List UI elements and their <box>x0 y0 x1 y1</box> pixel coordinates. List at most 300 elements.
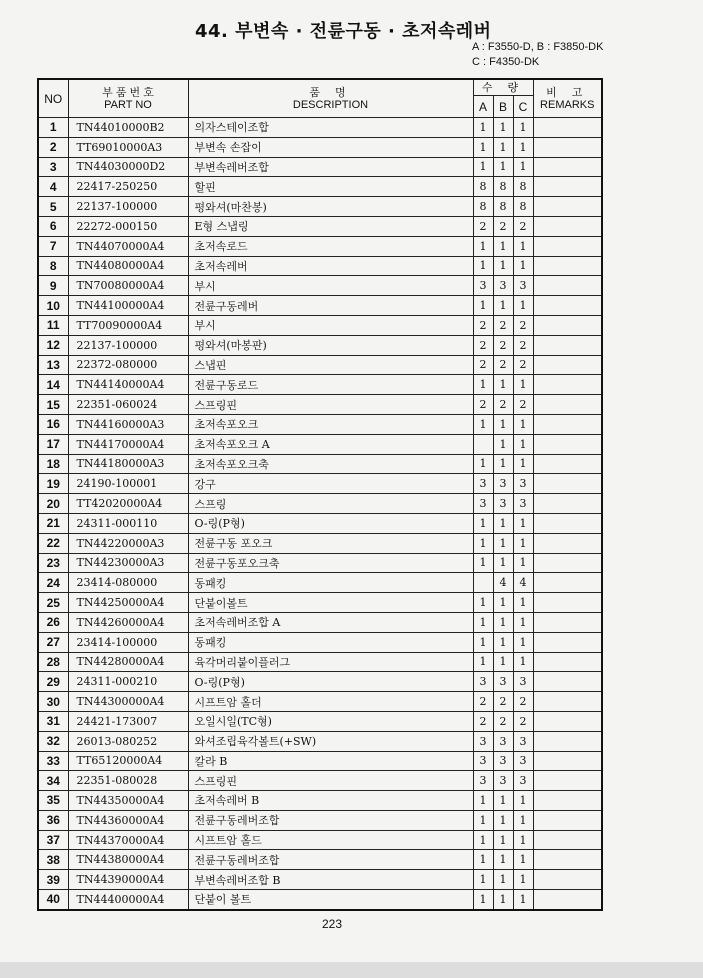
row-part-no: 22351-080028 <box>68 771 188 791</box>
row-part-no: TN44230000A3 <box>68 553 188 573</box>
row-no: 20 <box>38 494 68 514</box>
table-row <box>38 335 602 355</box>
row-qty-b: 1 <box>493 553 513 573</box>
row-part-no: 22272-000150 <box>68 216 188 236</box>
row-part-no: TN44280000A4 <box>68 652 188 672</box>
row-qty-c: 1 <box>513 870 533 890</box>
row-qty-b: 2 <box>493 216 513 236</box>
row-remarks <box>533 791 602 811</box>
table-row <box>38 177 602 197</box>
row-qty-a: 8 <box>473 197 493 217</box>
row-remarks <box>533 296 602 316</box>
row-qty-a: 2 <box>473 216 493 236</box>
row-qty-b: 3 <box>493 672 513 692</box>
row-qty-a: 3 <box>473 474 493 494</box>
table-row <box>38 593 602 613</box>
row-qty-a: 1 <box>473 414 493 434</box>
table-row <box>38 692 602 712</box>
row-remarks <box>533 236 602 256</box>
row-no: 31 <box>38 711 68 731</box>
row-qty-c: 1 <box>513 810 533 830</box>
row-qty-a: 1 <box>473 513 493 533</box>
row-qty-b: 1 <box>493 513 513 533</box>
row-qty-b: 2 <box>493 692 513 712</box>
row-no: 10 <box>38 296 68 316</box>
table-row <box>38 533 602 553</box>
table-row <box>38 632 602 652</box>
table-row <box>38 197 602 217</box>
row-part-no: TN44080000A4 <box>68 256 188 276</box>
row-qty-a: 1 <box>473 870 493 890</box>
row-qty-c: 1 <box>513 612 533 632</box>
row-part-no: TN44300000A4 <box>68 692 188 712</box>
row-qty-c: 3 <box>513 494 533 514</box>
row-remarks <box>533 751 602 771</box>
row-qty-a: 2 <box>473 335 493 355</box>
row-remarks <box>533 474 602 494</box>
row-qty-a: 1 <box>473 830 493 850</box>
row-remarks <box>533 513 602 533</box>
row-qty-b: 1 <box>493 593 513 613</box>
row-qty-a: 2 <box>473 711 493 731</box>
row-description: 초저속로드 <box>188 236 473 256</box>
row-qty-b: 1 <box>493 414 513 434</box>
row-remarks <box>533 276 602 296</box>
row-qty-a: 3 <box>473 731 493 751</box>
row-qty-a: 1 <box>473 890 493 910</box>
row-qty-b: 3 <box>493 751 513 771</box>
row-qty-a: 1 <box>473 375 493 395</box>
row-no: 39 <box>38 870 68 890</box>
row-qty-b: 1 <box>493 612 513 632</box>
table-row <box>38 236 602 256</box>
row-description: 부변속 손잡이 <box>188 137 473 157</box>
row-description: 전륜구동로드 <box>188 375 473 395</box>
row-qty-c: 2 <box>513 335 533 355</box>
row-qty-c: 1 <box>513 414 533 434</box>
row-qty-c: 1 <box>513 830 533 850</box>
table-row <box>38 414 602 434</box>
row-description: 초저속포오크축 <box>188 454 473 474</box>
row-part-no: TN44140000A4 <box>68 375 188 395</box>
row-no: 2 <box>38 137 68 157</box>
header-qty-c: C <box>513 96 533 118</box>
row-part-no: TN44250000A4 <box>68 593 188 613</box>
row-qty-b: 1 <box>493 890 513 910</box>
row-qty-c: 2 <box>513 711 533 731</box>
row-part-no: TT69010000A3 <box>68 137 188 157</box>
header-remarks-en: REMARKS <box>540 98 595 111</box>
row-part-no: 22351-060024 <box>68 395 188 415</box>
row-qty-b: 1 <box>493 375 513 395</box>
row-qty-b: 1 <box>493 870 513 890</box>
row-no: 7 <box>38 236 68 256</box>
row-description: 동패킹 <box>188 573 473 593</box>
row-no: 29 <box>38 672 68 692</box>
row-qty-b: 3 <box>493 771 513 791</box>
row-description: 전륜구동포오크축 <box>188 553 473 573</box>
row-part-no: TN44400000A4 <box>68 890 188 910</box>
row-remarks <box>533 256 602 276</box>
row-description: 초저속레버조합 A <box>188 612 473 632</box>
row-qty-c: 4 <box>513 573 533 593</box>
row-description: 부변속레버조합 B <box>188 870 473 890</box>
row-description: 스프링핀 <box>188 771 473 791</box>
row-no: 18 <box>38 454 68 474</box>
row-part-no: 22137-100000 <box>68 335 188 355</box>
table-row <box>38 513 602 533</box>
row-qty-c: 2 <box>513 216 533 236</box>
row-part-no: 26013-080252 <box>68 731 188 751</box>
header-remarks <box>533 79 602 118</box>
table-row <box>38 731 602 751</box>
row-qty-b: 2 <box>493 315 513 335</box>
row-remarks <box>533 652 602 672</box>
row-description: 육각머리붙이플러그 <box>188 652 473 672</box>
row-qty-b: 1 <box>493 632 513 652</box>
row-qty-b: 1 <box>493 137 513 157</box>
header-qty-b: B <box>493 96 513 118</box>
row-qty-b: 3 <box>493 494 513 514</box>
table-row <box>38 375 602 395</box>
row-qty-c: 1 <box>513 533 533 553</box>
row-qty-a: 1 <box>473 593 493 613</box>
header-quantity: 수 량 <box>473 79 533 96</box>
row-qty-c: 8 <box>513 197 533 217</box>
table-row <box>38 830 602 850</box>
row-qty-c: 2 <box>513 315 533 335</box>
row-part-no: TN44070000A4 <box>68 236 188 256</box>
row-part-no: 22137-100000 <box>68 197 188 217</box>
row-no: 25 <box>38 593 68 613</box>
row-description: 전륜구동 포오크 <box>188 533 473 553</box>
row-qty-b: 1 <box>493 296 513 316</box>
header-part-no-en: PART NO <box>104 98 152 111</box>
row-qty-c: 1 <box>513 118 533 138</box>
row-no: 21 <box>38 513 68 533</box>
row-no: 32 <box>38 731 68 751</box>
row-qty-a: 2 <box>473 395 493 415</box>
table-row <box>38 870 602 890</box>
table-row <box>38 355 602 375</box>
row-part-no: TN44370000A4 <box>68 830 188 850</box>
table-row <box>38 157 602 177</box>
row-qty-b: 8 <box>493 197 513 217</box>
row-description: 평와셔(마봉판) <box>188 335 473 355</box>
row-remarks <box>533 118 602 138</box>
row-no: 17 <box>38 434 68 454</box>
row-part-no: 24190-100001 <box>68 474 188 494</box>
row-no: 15 <box>38 395 68 415</box>
row-qty-c: 2 <box>513 355 533 375</box>
model-legend-line-1: A : F3550-D, B : F3850-DK <box>472 41 604 53</box>
row-qty-b: 1 <box>493 791 513 811</box>
row-part-no: TN44390000A4 <box>68 870 188 890</box>
row-qty-b: 1 <box>493 256 513 276</box>
row-no: 33 <box>38 751 68 771</box>
table-row <box>38 890 602 910</box>
row-qty-a: 1 <box>473 157 493 177</box>
table-row <box>38 434 602 454</box>
row-qty-a: 3 <box>473 494 493 514</box>
row-qty-c: 1 <box>513 236 533 256</box>
row-remarks <box>533 494 602 514</box>
table-row <box>38 652 602 672</box>
row-no: 34 <box>38 771 68 791</box>
row-qty-a: 2 <box>473 692 493 712</box>
header-part-no <box>68 79 188 118</box>
row-no: 5 <box>38 197 68 217</box>
row-qty-b: 1 <box>493 830 513 850</box>
table-row <box>38 751 602 771</box>
row-no: 26 <box>38 612 68 632</box>
page-number: 223 <box>322 917 343 931</box>
row-qty-a: 1 <box>473 256 493 276</box>
row-qty-a: 1 <box>473 612 493 632</box>
table-row <box>38 137 602 157</box>
row-remarks <box>533 771 602 791</box>
row-qty-a: 1 <box>473 296 493 316</box>
row-no: 6 <box>38 216 68 236</box>
row-description: 초저속포오크 A <box>188 434 473 454</box>
row-no: 35 <box>38 791 68 811</box>
table-row <box>38 276 602 296</box>
row-description: O-링(P형) <box>188 513 473 533</box>
row-qty-c: 1 <box>513 375 533 395</box>
row-qty-b: 1 <box>493 850 513 870</box>
row-remarks <box>533 593 602 613</box>
row-qty-a: 1 <box>473 791 493 811</box>
row-remarks <box>533 414 602 434</box>
row-qty-c: 1 <box>513 513 533 533</box>
row-no: 19 <box>38 474 68 494</box>
row-remarks <box>533 177 602 197</box>
row-qty-b: 1 <box>493 434 513 454</box>
table-row <box>38 711 602 731</box>
row-remarks <box>533 830 602 850</box>
row-no: 8 <box>38 256 68 276</box>
row-part-no: TN44030000D2 <box>68 157 188 177</box>
row-qty-a: 3 <box>473 672 493 692</box>
row-qty-a: 1 <box>473 652 493 672</box>
header-part-no-kr: 부 품 번 호 <box>102 86 154 99</box>
row-qty-c: 2 <box>513 692 533 712</box>
row-no: 16 <box>38 414 68 434</box>
row-qty-a: 8 <box>473 177 493 197</box>
table-row <box>38 810 602 830</box>
row-description: 칼라 B <box>188 751 473 771</box>
row-description: 단붙이볼트 <box>188 593 473 613</box>
row-description: 의자스테이조합 <box>188 118 473 138</box>
row-qty-b: 2 <box>493 355 513 375</box>
row-part-no: TT42020000A4 <box>68 494 188 514</box>
table-row <box>38 494 602 514</box>
row-description: 오일시일(TC형) <box>188 711 473 731</box>
row-remarks <box>533 315 602 335</box>
row-qty-b: 1 <box>493 652 513 672</box>
row-no: 1 <box>38 118 68 138</box>
row-qty-b: 3 <box>493 474 513 494</box>
row-part-no: 22417-250250 <box>68 177 188 197</box>
row-qty-b: 3 <box>493 731 513 751</box>
row-description: 전륜구동레버조합 <box>188 850 473 870</box>
row-description: 단붙이 볼트 <box>188 890 473 910</box>
row-part-no: 23414-080000 <box>68 573 188 593</box>
row-remarks <box>533 197 602 217</box>
row-qty-c: 1 <box>513 890 533 910</box>
row-qty-a: 3 <box>473 771 493 791</box>
row-qty-a: 2 <box>473 355 493 375</box>
row-no: 37 <box>38 830 68 850</box>
row-description: E형 스냅링 <box>188 216 473 236</box>
row-qty-b: 2 <box>493 711 513 731</box>
row-remarks <box>533 711 602 731</box>
row-part-no: 24421-173007 <box>68 711 188 731</box>
row-qty-b: 8 <box>493 177 513 197</box>
row-part-no: TT70090000A4 <box>68 315 188 335</box>
row-part-no: 23414-100000 <box>68 632 188 652</box>
row-description: 초저속레버 <box>188 256 473 276</box>
row-no: 24 <box>38 573 68 593</box>
row-qty-b: 3 <box>493 276 513 296</box>
row-remarks <box>533 672 602 692</box>
row-part-no: TN70080000A4 <box>68 276 188 296</box>
table-row <box>38 474 602 494</box>
row-qty-b: 4 <box>493 573 513 593</box>
row-qty-b: 2 <box>493 395 513 415</box>
row-remarks <box>533 375 602 395</box>
row-qty-a: 1 <box>473 553 493 573</box>
row-no: 30 <box>38 692 68 712</box>
row-remarks <box>533 454 602 474</box>
header-qty-a: A <box>473 96 493 118</box>
table-row <box>38 216 602 236</box>
row-no: 11 <box>38 315 68 335</box>
row-description: 스프링핀 <box>188 395 473 415</box>
row-remarks <box>533 692 602 712</box>
row-description: 동패킹 <box>188 632 473 652</box>
row-description: 부시 <box>188 276 473 296</box>
row-no: 13 <box>38 355 68 375</box>
row-no: 14 <box>38 375 68 395</box>
row-part-no: TN44220000A3 <box>68 533 188 553</box>
row-part-no: 22372-080000 <box>68 355 188 375</box>
header-remarks-kr: 비 고 <box>546 86 589 99</box>
table-row <box>38 454 602 474</box>
row-description: 부변속레버조합 <box>188 157 473 177</box>
row-qty-c: 3 <box>513 474 533 494</box>
row-qty-c: 1 <box>513 553 533 573</box>
table-row <box>38 118 602 138</box>
row-remarks <box>533 553 602 573</box>
table-row <box>38 256 602 276</box>
row-remarks <box>533 157 602 177</box>
header-description-kr: 품 명 <box>309 86 352 99</box>
scan-bottom-edge <box>0 962 703 978</box>
row-part-no: TN44160000A3 <box>68 414 188 434</box>
row-description: 할핀 <box>188 177 473 197</box>
row-description: 전륜구동레버조합 <box>188 810 473 830</box>
row-qty-a: 1 <box>473 850 493 870</box>
row-no: 40 <box>38 890 68 910</box>
row-description: 초저속레버 B <box>188 791 473 811</box>
row-qty-a: 1 <box>473 810 493 830</box>
row-description: 스프링 <box>188 494 473 514</box>
row-remarks <box>533 890 602 910</box>
row-part-no: 24311-000210 <box>68 672 188 692</box>
row-qty-a: 3 <box>473 276 493 296</box>
row-qty-c: 3 <box>513 731 533 751</box>
row-qty-a <box>473 434 493 454</box>
row-qty-c: 3 <box>513 771 533 791</box>
row-qty-a: 1 <box>473 118 493 138</box>
row-remarks <box>533 870 602 890</box>
row-description: 평와셔(마찬봉) <box>188 197 473 217</box>
row-qty-c: 1 <box>513 850 533 870</box>
table-row <box>38 573 602 593</box>
row-no: 9 <box>38 276 68 296</box>
row-no: 28 <box>38 652 68 672</box>
row-description: 시프트암 홀드 <box>188 830 473 850</box>
row-description: 와셔조립육각볼트(+SW) <box>188 731 473 751</box>
row-qty-b: 1 <box>493 533 513 553</box>
row-no: 22 <box>38 533 68 553</box>
row-qty-c: 3 <box>513 672 533 692</box>
header-description <box>188 79 473 118</box>
row-no: 36 <box>38 810 68 830</box>
model-legend-line-2: C : F4350-DK <box>472 56 540 68</box>
row-remarks <box>533 335 602 355</box>
row-part-no: TT65120000A4 <box>68 751 188 771</box>
row-description: 전륜구동레버 <box>188 296 473 316</box>
row-remarks <box>533 850 602 870</box>
table-row <box>38 612 602 632</box>
row-qty-c: 1 <box>513 593 533 613</box>
row-no: 4 <box>38 177 68 197</box>
row-description: 강구 <box>188 474 473 494</box>
row-qty-b: 1 <box>493 454 513 474</box>
row-no: 38 <box>38 850 68 870</box>
row-description: 부시 <box>188 315 473 335</box>
table-row <box>38 296 602 316</box>
row-qty-c: 8 <box>513 177 533 197</box>
row-qty-c: 1 <box>513 256 533 276</box>
row-description: 시프트암 홀더 <box>188 692 473 712</box>
row-qty-c: 1 <box>513 296 533 316</box>
row-part-no: TN44360000A4 <box>68 810 188 830</box>
row-qty-b: 1 <box>493 236 513 256</box>
row-part-no: TN44170000A4 <box>68 434 188 454</box>
row-remarks <box>533 533 602 553</box>
row-qty-a <box>473 573 493 593</box>
row-description: O-링(P형) <box>188 672 473 692</box>
parts-table <box>37 78 603 911</box>
row-qty-a: 1 <box>473 236 493 256</box>
table-row <box>38 771 602 791</box>
row-remarks <box>533 216 602 236</box>
row-qty-b: 1 <box>493 157 513 177</box>
row-part-no: TN44180000A3 <box>68 454 188 474</box>
row-part-no: TN44100000A4 <box>68 296 188 316</box>
row-qty-c: 3 <box>513 276 533 296</box>
row-qty-c: 1 <box>513 791 533 811</box>
table-row <box>38 791 602 811</box>
table-row <box>38 315 602 335</box>
row-part-no: 24311-000110 <box>68 513 188 533</box>
row-qty-a: 1 <box>473 137 493 157</box>
model-legend <box>472 40 603 70</box>
row-qty-a: 1 <box>473 632 493 652</box>
